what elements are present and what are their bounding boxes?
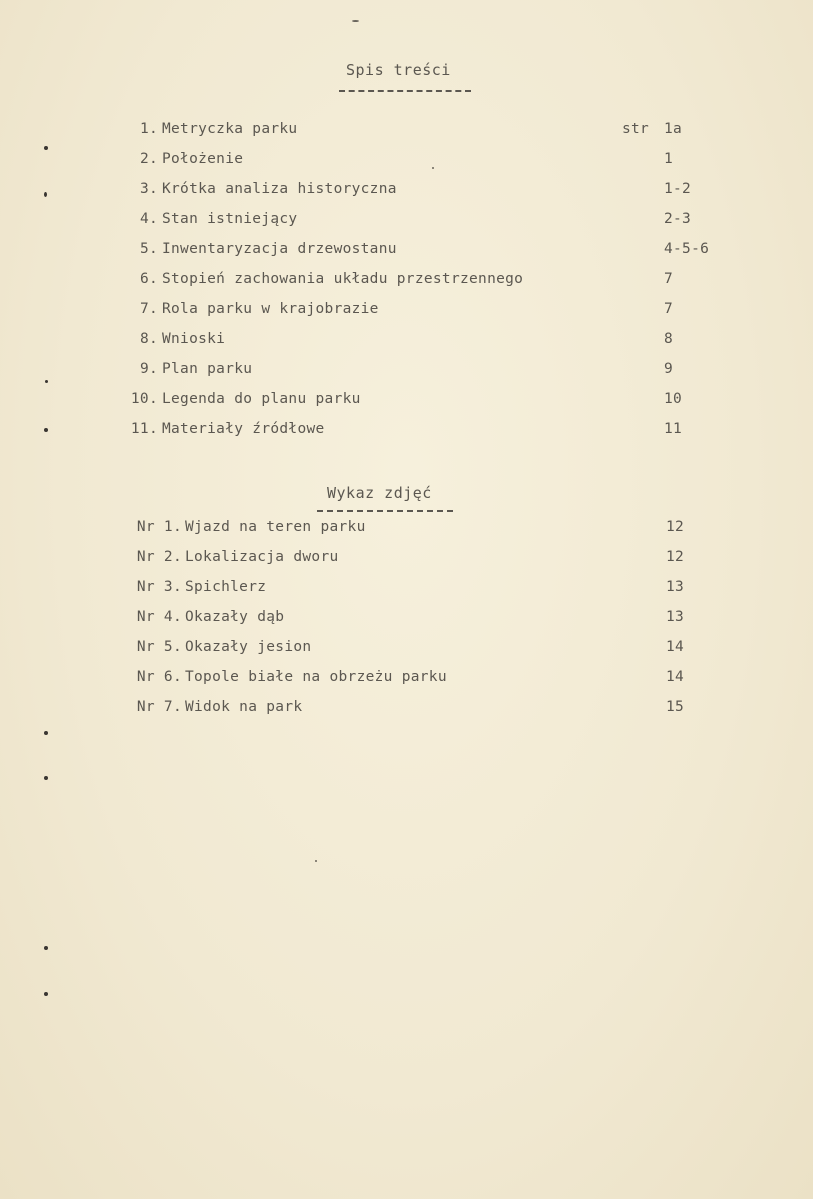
photo-row-number: Nr 6. — [136, 669, 182, 685]
toc-row-page: 10 — [664, 391, 683, 407]
photo-row-label: Wjazd na teren parku — [185, 519, 366, 535]
toc-row-label: Legenda do planu parku — [162, 391, 361, 407]
toc-row-label: Plan parku — [162, 361, 253, 377]
photo-row-label: Okazały jesion — [185, 639, 312, 655]
paper-speck — [432, 167, 434, 169]
toc-row-number: 6. — [139, 271, 158, 287]
toc-row-number: 10. — [130, 391, 158, 407]
photo-row-number: Nr 1. — [136, 519, 182, 535]
toc-row-label: Metryczka parku — [162, 121, 298, 137]
photo-row-page: 12 — [666, 549, 685, 565]
toc-row-page: 4-5-6 — [664, 241, 710, 257]
toc-row-page: 7 — [664, 301, 674, 317]
photo-row-page: 13 — [666, 579, 685, 595]
toc-row-number: 1. — [139, 121, 158, 137]
toc-row-page: 7 — [664, 271, 674, 287]
photo-row-page: 15 — [666, 699, 685, 715]
toc-row-label: Położenie — [162, 151, 244, 167]
toc-row-number: 2. — [139, 151, 158, 167]
toc-row-page: 8 — [664, 331, 674, 347]
photo-row-number: Nr 5. — [136, 639, 182, 655]
toc-row-number: 4. — [139, 211, 158, 227]
photo-row-page: 12 — [666, 519, 685, 535]
toc-row-page: 2-3 — [664, 211, 692, 227]
photo-row-label: Okazały dąb — [185, 609, 285, 625]
photo-row-label: Spichlerz — [185, 579, 267, 595]
photo-row-number: Nr 3. — [136, 579, 182, 595]
photo-row-number: Nr 2. — [136, 549, 182, 565]
photo-row-page: 14 — [666, 669, 685, 685]
margin-mark — [44, 146, 48, 150]
toc-row-number: 8. — [139, 331, 158, 347]
photo-row-label: Topole białe na obrzeżu parku — [185, 669, 447, 685]
toc-row-page: 9 — [664, 361, 674, 377]
toc-row-label: Krótka analiza historyczna — [162, 181, 397, 197]
margin-mark — [44, 776, 48, 780]
toc-row-page: 11 — [664, 421, 683, 437]
margin-mark — [44, 428, 48, 432]
toc-row-label: Wnioski — [162, 331, 226, 347]
margin-mark — [44, 992, 48, 996]
toc-row-number: 9. — [139, 361, 158, 377]
margin-mark — [44, 946, 48, 950]
toc-row-label: Stan istniejący — [162, 211, 298, 227]
photo-row-label: Lokalizacja dworu — [185, 549, 339, 565]
margin-mark — [44, 731, 48, 735]
photo-row-page: 13 — [666, 609, 685, 625]
toc-row-number: 7. — [139, 301, 158, 317]
toc-row-label: Materiały źródłowe — [162, 421, 325, 437]
toc-title-underline — [339, 90, 471, 92]
paper-speck — [352, 20, 359, 22]
paper-speck — [315, 860, 317, 862]
margin-mark — [45, 380, 48, 383]
photos-title: Wykaz zdjęć — [327, 484, 432, 502]
photo-row-number: Nr 4. — [136, 609, 182, 625]
toc-row-page: 1-2 — [664, 181, 692, 197]
photo-row-page: 14 — [666, 639, 685, 655]
toc-row-label: Stopień zachowania układu przestrzennego — [162, 271, 524, 287]
toc-row-label: Rola parku w krajobrazie — [162, 301, 379, 317]
toc-row-label: Inwentaryzacja drzewostanu — [162, 241, 397, 257]
toc-row-page: 1 — [664, 151, 674, 167]
photos-title-underline — [317, 510, 453, 512]
toc-page-prefix: str — [622, 121, 650, 137]
photo-row-label: Widok na park — [185, 699, 303, 715]
toc-row-number: 3. — [139, 181, 158, 197]
toc-row-page: 1a — [664, 121, 683, 137]
toc-row-number: 11. — [130, 421, 158, 437]
photo-row-number: Nr 7. — [136, 699, 182, 715]
toc-title: Spis treści — [346, 61, 451, 79]
toc-row-number: 5. — [139, 241, 158, 257]
margin-mark — [44, 192, 47, 197]
